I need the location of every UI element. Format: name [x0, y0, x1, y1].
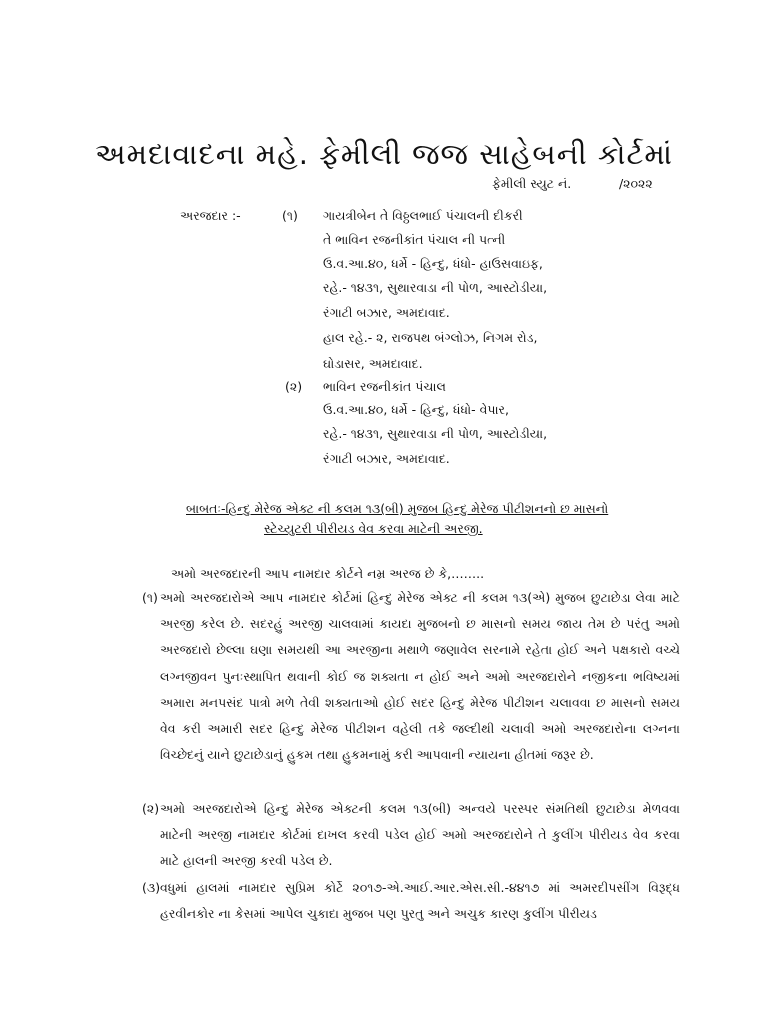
paragraph-2	[142, 796, 680, 875]
applicant-1-line: તે ભાવિન રજનીકાંત પંચાલ ની પત્ની	[323, 232, 506, 247]
paragraph-text: વધુમાં હાલમાં નામદાર સુપ્રિમ કોર્ટે ૨૦૧૭-એ.આઈ.આર.એસ.સી.-૪૪૧૭ માં અમરદીપસીંગ વિરૂદ્ધ હરવીનકોર ના કેસમાં આપેલ ચુકાદા મુજબ પણ પુરતુ અને અચુક કારણ કુલીંગ પીરીયડ	[160, 880, 680, 922]
subject-heading	[186, 499, 680, 539]
applicant-2-line: રહે.- ૧૪૩૧, સુથારવાડા ની પોળ, આસ્ટોડીયા,	[323, 426, 548, 441]
applicant-2-line: રંગાટી બઝાર, અમદાવાદ.	[323, 451, 450, 466]
document-title: અમદાવાદના મહે. ફેમીલી જજ સાહેબની કોર્ટમાં	[94, 137, 674, 171]
paragraph-text: અમો અરજદારોએ હિન્દુ મેરેજ એક્ટની કલમ ૧૩(બી) અન્વયે પરસ્પર સંમતિથી છુટાછેડા મેળવવા માટેની અરજી નામદાર કોર્ટમાં દાખલ કરવી પડેલ હોઈ અમો અરજદારોને તે કુલીંગ પીરીયડ વેવ કરવા માટે હાલની અરજી કરવી પડેલ છે.	[160, 801, 680, 869]
applicant-1-line: ગાયત્રીબેન તે વિઠ્ઠલભાઈ પંચાલની દીકરી	[323, 208, 523, 223]
intro-sentence: અમો અરજદારની આપ નામદાર કોર્ટને નમ્ર અરજ છે કે,……..	[171, 566, 485, 581]
applicant-1-line: હાલ રહે.- ૨, રાજપથ બંગ્લોઝ, નિગમ રોડ,	[323, 330, 538, 345]
paragraph-number: (૧)	[142, 590, 158, 605]
paragraph-number: (૩)	[142, 880, 161, 895]
applicant-1-number: (૧)	[282, 208, 298, 223]
paragraph-3	[142, 875, 680, 927]
applicant-1-line: રંગાટી બઝાર, અમદાવાદ.	[323, 305, 450, 320]
applicant-1-line: રહે.- ૧૪૩૧, સુથારવાડા ની પોળ, આસ્ટોડીયા,	[323, 280, 548, 295]
applicant-2-line: ઉ.વ.આ.૪૦, ધર્મે - હિન્દુ, ધંધો- વેપાર,	[323, 402, 509, 417]
suit-number: ફેમીલી સ્યુટ નં. /૨૦૨૨	[492, 176, 653, 191]
paragraph-text: અમો અરજદારોએ આપ નામદાર કોર્ટમાં હિન્દુ મેરેજ એક્ટ ની કલમ ૧૩(એ) મુજબ છુટાછેડા લેવા માટે અરજી કરેલ છે. સદરહું અરજી ચાલવામાં કાયદા મુજબનો છ માસનો સમય જાય તેમ છે પરંતુ અમો અરજદારો છેલ્લા ઘણા સમયથી આ અરજીના મથાળે જણાવેલ સરનામે રહેતા હોઈ અને પક્ષકારો વચ્ચે લગ્નજીવન પુનઃસ્થાપિત થવાની કોઈ જ શક્યતા ન હોઈ અને અમો અરજદારોને નજીકના ભવિષ્યમાં અમારા મનપસંદ પાત્રો મળે તેવી શક્યતાઓ હોઈ સદર હિન્દુ મેરેજ પીટીશન ચલાવવા છ માસનો સમય વેવ કરી અમારી સદર હિન્દુ મેરેજ પીટીશન વહેલી તકે જલ્દીથી ચલાવી અમો અરજદારોના લગ્નના વિચ્છેદનું યાને છુટાછેડાનું હુકમ તથા હુકમનામું કરી આપવાની ન્યાયના હીતમાં જરૂર છે.	[160, 590, 680, 763]
applicant-2-number: (૨)	[285, 379, 303, 394]
applicant-1-line: ઉ.વ.આ.૪૦, ધર્મે - હિન્દુ, ધંધો- હાઉસવાઇફ,	[323, 256, 543, 271]
applicant-1-line: ઘોડાસર, અમદાવાદ.	[323, 356, 423, 371]
subject-line-2: સ્ટેચ્યુટરી પીરીયડ વેવ કરવા માટેની અરજી.	[264, 521, 483, 536]
applicant-label: અરજદાર :-	[180, 208, 241, 223]
subject-line-1: બાબતઃ-હિન્દુ મેરેજ એક્ટ ની કલમ ૧૩(બી) મુજબ હિન્દુ મેરેજ પીટીશનનો છ માસનો	[186, 501, 609, 516]
applicant-2-line: ભાવિન રજનીકાંત પંચાલ	[323, 379, 446, 394]
paragraph-1	[142, 585, 680, 768]
paragraph-number: (૨)	[142, 801, 160, 816]
